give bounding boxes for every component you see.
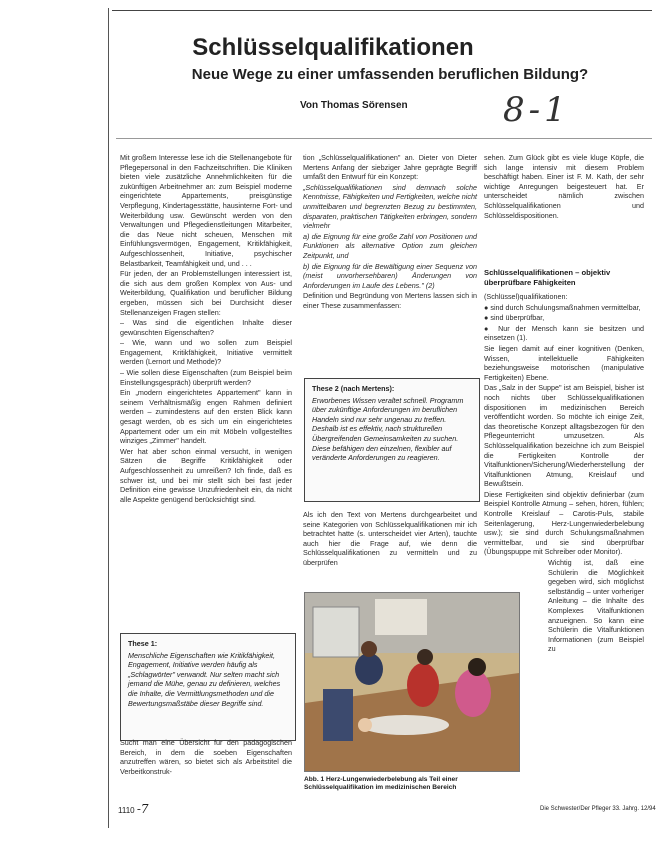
col3-paragraph: Wichtig ist, daß eine Schülerin die Möglichkeit gegeben wird, sich möglichst selbständig – unter vorheriger Anleitung – die Inhalte des Komplexes Vitalfunktionen anzueignen. So kann eine Schülerin die Vitalfunktionen Informationen (zum Beispiel zu	[548, 558, 644, 654]
page-handwritten-mark: -7	[136, 802, 149, 816]
col1-paragraph: – Was sind die eigentlichen Inhalte dieser gewünschten Eigenschaften?	[120, 318, 292, 337]
col1-continuation	[120, 738, 292, 777]
article-subtitle: Neue Wege zu einer umfassenden beruflichen Bildung?	[191, 66, 589, 83]
header-rule	[116, 138, 652, 139]
thesis-1-heading: These 1:	[128, 639, 158, 648]
col2-after-box: Als ich den Text von Mertens durchgearbeitet und seine Kategorien von Schlüsselqualifikationen mir ich betrachtet hatte (s. unterscheidet vier Arten), tauchte auch hier die Frage auf, wie denn die Schlüsselqualifikationen zu vermitteln und zu überprüfen	[303, 510, 477, 567]
col1-paragraph: Wer hat aber schon einmal versucht, in wenigen Sätzen die Begriffe Kritikfähigkeit oder Aufgeschlossenheit zu umreißen? Ich finde, daß es schwer ist, und bei mir stellt sich bei fast jeder Definition eine gewisse Unzufriedenheit ein, da nicht alle Aspekte genügend berücksichtigt sind.	[120, 446, 292, 504]
col3-paragraph: Das „Salz in der Suppe" ist am Beispiel, bisher ist noch nichts über Schlüsselqualifikationen dispositionen im medizinischen Bereich veröffentlicht worden. So möchte ich einige Zeit, das theoretische Konzept alltagsbezogen für den Pflegeunterricht umzusetzen. Als Schlüsselqualifikation bezeichne ich zum Beispiel die Fertigkeiten Kontrolle der Vitalfunktionen/Sicherung/Wiederherstellung der Vitalfunktionen Atmung, Kreislauf und Bewußtsein.	[484, 383, 644, 489]
column-1	[120, 153, 292, 505]
thesis-1-box	[120, 633, 296, 741]
col1-paragraph: – Wie, wann und wo sollen zum Beispiel Engagement, Kritikfähigkeit, Initiative vermittelt werden (Lernort und Methode)?	[120, 338, 292, 367]
page-number: 1110	[118, 806, 135, 815]
handwritten-mark: 8-1	[503, 90, 570, 130]
col2-paragraph: tion „Schlüsselqualifikationen" an. Dieter von Dieter Mertens Anfang der siebziger Jahre geprägte Begriff umfaßt den Entwurf für ein Konzept:	[303, 153, 477, 182]
col1-paragraph: Für jeden, der an Problemstellungen interessiert ist, die sich aus dem großen Komplex von Aus- und Weiterbildung, Qualifikation und beruflicher Bildung ergeben, müssen sich bei Durchsicht dieser Stellenanzeigen Fragen stellen:	[120, 269, 292, 317]
col3-paragraph: Diese Fertigkeiten sind objektiv definierbar (zum Beispiel Kontrolle Atmung – sehen, hören, fühlen; Kontrolle Kreislauf – Carotis-Puls, stabile Seitenlagerung, Herz-Lungenwiederbelebung usw.); sie sind durch Schulungsmaßnahmen vermittelbar, und sie sind überprüfbar (Übungspuppe mit Schreiber oder Monitor).	[484, 489, 644, 557]
column-2	[303, 153, 477, 312]
col2-quote: „Schlüsselqualifikationen sind demnach solche Kenntnisse, Fähigkeiten und Fertigkeiten, welche nicht unmittelbaren und begrenzten Bezug zu bestimmten, disparaten, praktischen Tätigkeiten erbringen, sondern vielmehr	[303, 182, 477, 231]
thesis-2-box	[304, 378, 480, 502]
col1-paragraph: Mit großem Interesse lese ich die Stellenangebote für Pflegepersonal in den Fachzeitschriften. Die Kliniken bieten viele zusätzliche Annehmlichkeiten für die zukünftigen Arbeitnehmer an: zum Beispiel moderne eingerichtete Appartements, preisgünstige Verpflegung, Kindertagesstätte, hausinterne Fort- und Weiterbildung usw. Gewünscht werden von den Verwaltungen und Pflegedienstleitungen Mitarbeiter, die das Neue nicht scheuen, Menschen mit Einfühlungsvermögen, Engagement, Kritikfähigkeit, Aufgeschlossenheit, Initiative, psychischer Belastbarkeit, Teamfähigkeit und, und . . .	[120, 153, 292, 268]
photo-caption: Abb. 1 Herz-Lungenwiederbelebung als Teil einer Schlüsselqualifikation im medizinischen Bereich	[304, 776, 458, 792]
column-3	[484, 153, 644, 221]
thesis-1-text: Menschliche Eigenschaften wie Kritikfähigkeit, Engagement, Initiative werden häufig als „Schlagwörter" verwandt. Nur selten macht sich jemand die Mühe, genau zu definieren, welches die Inhalte, die Vermittlungsmethoden und die Bewertungsmaßstäbe dieser Begriffe sind.	[128, 650, 281, 708]
article-title: Schlüsselqualifikationen	[192, 34, 474, 61]
col1-paragraph: – Wie sollen diese Eigenschaften (zum Beispiel beim Einstellungsgespräch) überprüft werden?	[120, 368, 292, 387]
col2-quote: b) die Eignung für die Bewältigung einer Sequenz von (meist unvorhersehbaren) Änderungen von Anforderungen im Laufe des Lebens." (2)	[303, 261, 477, 290]
col3-bullet: ● sind überprüfbar,	[484, 313, 644, 323]
journal-reference: Die Schwester/Der Pfleger 33. Jahrg. 12/94	[540, 806, 656, 812]
column-3-body	[484, 292, 644, 655]
scan-margin	[0, 0, 108, 844]
col1-paragraph: Ein „modern eingerichtetes Appartement" kann in seinem Verhältnismäßig engen Rahmen definiert werden – zumindestens auf den ersten Blick kann gesagt werden, ob es sich um ein eingerichtetes Appartement oder um ein mit Möbeln vollgestelltes winziges „Zimmer" handelt.	[120, 388, 292, 446]
thesis-2-text: Erworbenes Wissen veraltet schnell. Programm über zukünftige Anforderungen im beruflichen Handeln sind nur sehr ungenau zu treffen. Deshalb ist es effektiv, nach strukturellen Übergreifenden Gemeinsamkeiten zu suchen. Diese befähigen den einzelnen, flexibler auf veränderte Anforderungen zu reagieren.	[312, 395, 464, 463]
col3-bullet: ● Nur der Mensch kann sie besitzen und einsetzen (1).	[484, 324, 644, 343]
thesis-2-heading: These 2 (nach Mertens):	[312, 384, 395, 393]
col2-quote: a) die Eignung für eine große Zahl von Positionen und Funktionen als alternative Option zum gleichen Zeitpunkt, und	[303, 231, 477, 260]
col3-intro: (Schlüssel)qualifikationen:	[484, 292, 568, 301]
col3-paragraph: sehen. Zum Glück gibt es viele kluge Köpfe, die sich lange intensiv mit diesem Problem beschäftigt haben. Einer ist F. M. Kath, der sehr wichtige Anregungen beigesteuert hat. Er unterscheidet nämlich zwischen Schlüsselqualifikationen und Schlüsseldispositionen.	[484, 153, 644, 220]
col1-after-box: Sucht man eine Übersicht für den pädagogischen Bereich, in dem die soeben Eigenschaften anzutreffen wären, so bietet sich als Arbeitstitel die Verbeitkonstruk-	[120, 738, 292, 776]
article-author: Von Thomas Sörensen	[300, 100, 408, 111]
col3-bullet: ● sind durch Schulungsmaßnahmen vermittelbar,	[484, 303, 644, 313]
footer-page	[118, 802, 149, 816]
col2-paragraph: Definition und Begründung von Mertens lassen sich in einer These zusammenfassen:	[303, 291, 477, 310]
col3-paragraph: Sie liegen damit auf einer kognitiven (Denken, Wissen, intellektuelle Fähigkeiten beziehungsweise motorischen (manipulative Fertigkeiten) Ebene.	[484, 343, 644, 382]
col2-continuation	[303, 510, 477, 569]
section-heading: Schlüsselqualifikationen – objektiv überprüfbare Fähigkeiten	[484, 268, 611, 287]
